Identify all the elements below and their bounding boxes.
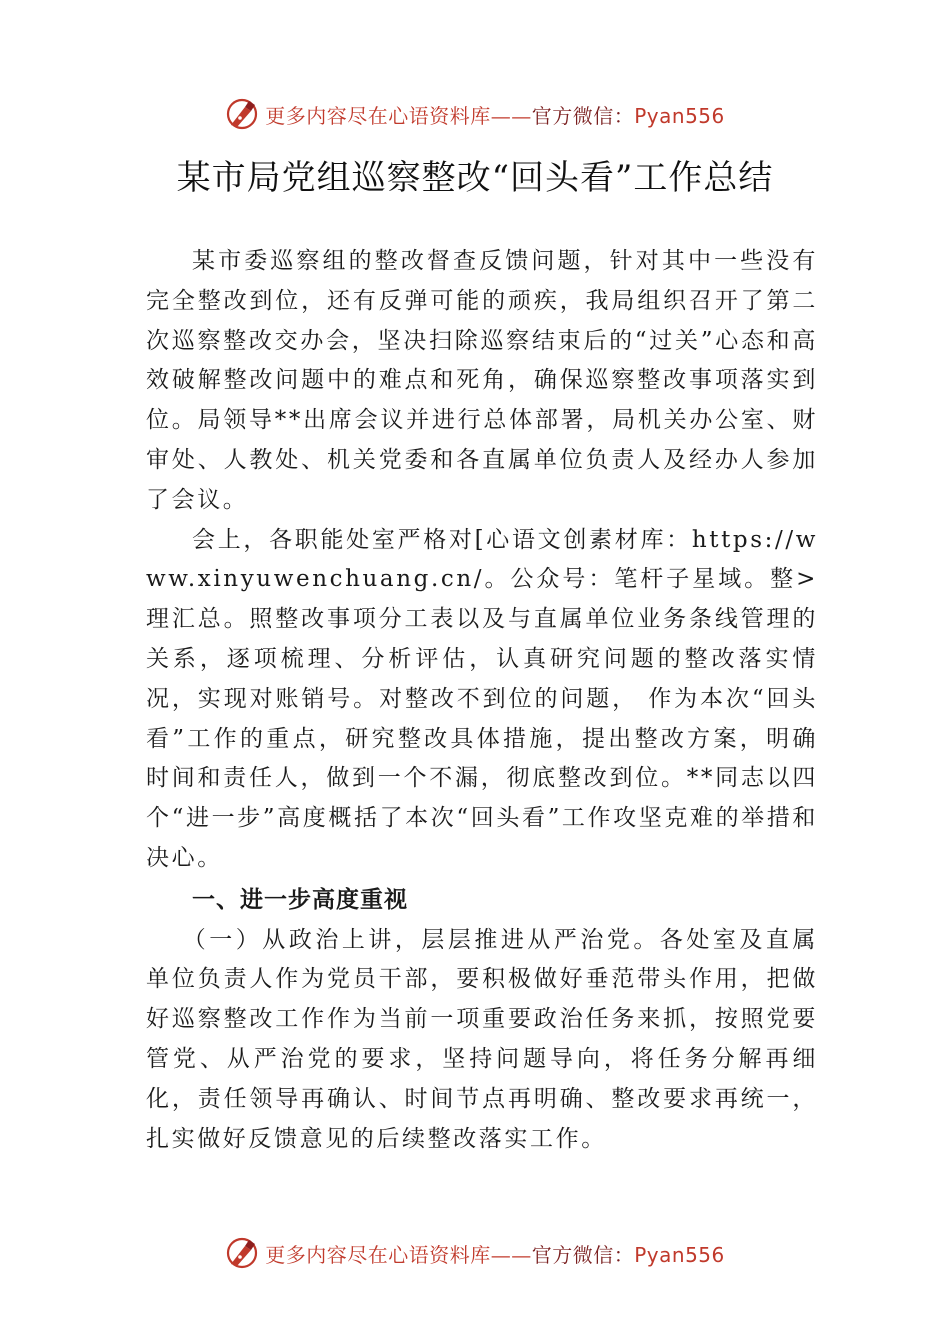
paragraph-subsection: （一）从政治上讲，层层推进从严治党。各处室及直属单位负责人作为党员干部，要积极做好垂范带头作用，把做好巡察整改工作作为当前一项重要政治任务来抓，按照党要管党、从严治党的要求，坚持问题导向，将任务分解再细化，责任领导再确认、时间节点再明确、整改要求再统一，扎实做好反馈意见的后续整改落实工作。	[146, 926, 818, 1152]
watermark-text: 更多内容尽在心语资料库——官方微信：Pyan556	[265, 103, 725, 128]
pen-nib-logo-icon	[225, 97, 259, 131]
document-title: 某市局党组巡察整改“回头看”工作总结	[176, 158, 774, 198]
paragraph-intro: 某市委巡察组的整改督查反馈问题，针对其中一些没有完全整改到位，还有反弹可能的顽疾，我局组织召开了第二次巡察整改交办会，坚决扫除巡察结束后的“过关”心态和高效破解整改问题中的难点和死角，确保巡察整改事项落实到位。局领导**出席会议并进行总体部署，局机关办公室、财审处、人教处、机关党委和各直属单位负责人及经办人参加了会议。	[146, 248, 818, 513]
section-heading: 一、进一步高度重视	[192, 886, 408, 913]
pen-nib-logo-icon	[225, 1236, 259, 1270]
footer-watermark-banner	[0, 1233, 950, 1273]
paragraph-meeting: 会上，各职能处室严格对[心语文创素材库：https://www.xinyuwenchuang.cn/。公众号：笔杆子星域。整>理汇总。照整改事项分工表以及与直属单位业务条线管理的关系，逐项梳理、分析评估，认真研究问题的整改落实情况，实现对账销号。对整改不到位的问题， 作为本次“回头看”工作的重点，研究整改具体措施，提出整改方案，明确时间和责任人，做到一个不漏，彻底整改到位。**同志以四个“进一步”高度概括了本次“回头看”工作攻坚克难的举措和决心。	[146, 526, 818, 871]
header-watermark-banner	[0, 94, 950, 134]
document-body	[146, 242, 818, 1159]
watermark-text: 更多内容尽在心语资料库——官方微信：Pyan556	[265, 1242, 725, 1267]
